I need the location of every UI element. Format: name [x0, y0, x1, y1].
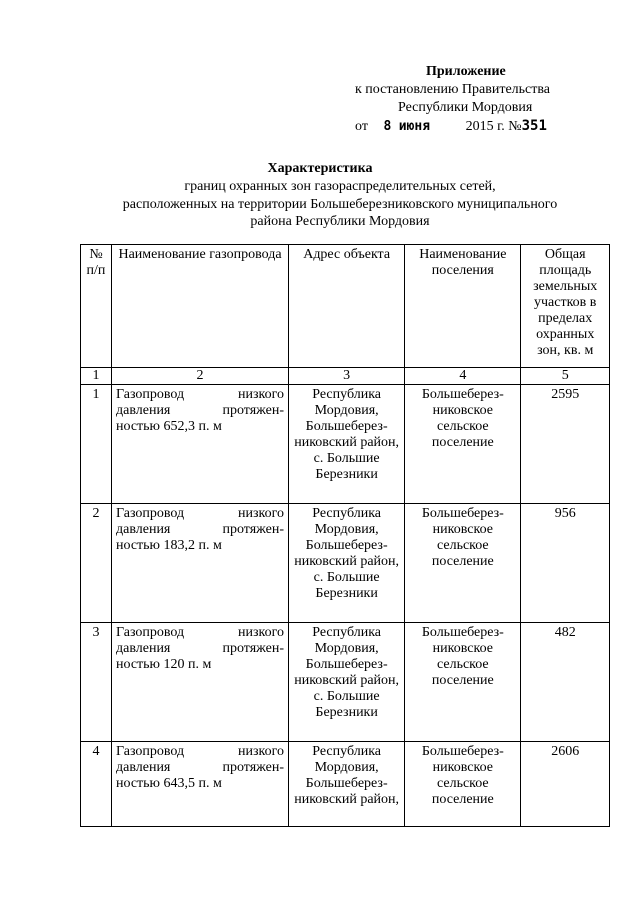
row-settlement: Большеберез-никовское сельское поселение — [405, 742, 521, 827]
header-area: Общая площадь земельных участков в пределах охранных зон, кв. м — [521, 245, 610, 368]
name-word: протяжен- — [222, 760, 285, 775]
row-pipeline-name — [111, 742, 288, 827]
row-settlement: Большеберез-никовское сельское поселение — [405, 385, 521, 504]
document-number: 351 — [521, 118, 547, 134]
table-row — [81, 504, 610, 623]
header-address: Адрес объекта — [289, 245, 405, 368]
header-name: Наименование газопровода — [111, 245, 288, 368]
index-cell: 2 — [111, 368, 288, 385]
table-row — [81, 623, 610, 742]
name-word: низкого — [238, 387, 285, 402]
name-word: протяжен- — [222, 641, 285, 656]
name-word: ностью 120 п. м — [115, 657, 212, 672]
row-address: Республика Мордовия, Большеберез-никовский район, — [289, 742, 405, 827]
date-prefix: от — [355, 119, 368, 134]
appendix-line-1: к постановлению Правительства — [355, 82, 551, 97]
name-word: низкого — [238, 744, 285, 759]
index-cell: 1 — [81, 368, 112, 385]
document-title: Характеристика — [267, 161, 373, 176]
row-num: 3 — [81, 623, 112, 742]
row-pipeline-name — [111, 385, 288, 504]
row-address: Республика Мордовия, Большеберез-никовский район, с. Большие Березники — [289, 385, 405, 504]
row-address: Республика Мордовия, Большеберез-никовский район, с. Большие Березники — [289, 623, 405, 742]
document-subtitle-3: района Республики Мордовия — [250, 214, 430, 229]
row-pipeline-name — [111, 504, 288, 623]
name-word: протяжен- — [222, 522, 285, 537]
appendix-title: Приложение — [426, 64, 506, 79]
index-cell: 4 — [405, 368, 521, 385]
name-word: ностью 183,2 п. м — [115, 538, 222, 553]
name-word: ностью 643,5 п. м — [115, 776, 222, 791]
row-area: 482 — [521, 623, 610, 742]
row-num: 2 — [81, 504, 112, 623]
header-settlement: Наименование поселения — [405, 245, 521, 368]
row-pipeline-name — [111, 623, 288, 742]
name-word: Газопровод — [115, 506, 185, 521]
name-word: давления — [115, 641, 171, 656]
row-settlement: Большеберез-никовское сельское поселение — [405, 623, 521, 742]
table-header-row — [81, 245, 610, 368]
document-subtitle-2: расположенных на территории Большеберезниковского муниципального — [122, 197, 558, 212]
document-subtitle-1: границ охранных зон газораспределительных сетей, — [184, 179, 496, 194]
row-area: 2606 — [521, 742, 610, 827]
name-word: Газопровод — [115, 387, 185, 402]
table-index-row — [81, 368, 610, 385]
table-row — [81, 742, 610, 827]
name-word: Газопровод — [115, 625, 185, 640]
name-word: Газопровод — [115, 744, 185, 759]
name-word: низкого — [238, 506, 285, 521]
row-area: 956 — [521, 504, 610, 623]
name-word: ностью 652,3 п. м — [115, 419, 222, 434]
header-num: № п/п — [81, 245, 112, 368]
index-cell: 3 — [289, 368, 405, 385]
date-year: 2015 г. № — [465, 119, 522, 134]
row-address: Республика Мордовия, Большеберез-никовский район, с. Большие Березники — [289, 504, 405, 623]
row-area: 2595 — [521, 385, 610, 504]
name-word: протяжен- — [222, 403, 285, 418]
name-word: давления — [115, 522, 171, 537]
name-word: давления — [115, 760, 171, 775]
appendix-date-line — [355, 116, 595, 137]
table-row — [81, 385, 610, 504]
zones-table — [80, 244, 610, 827]
row-num: 4 — [81, 742, 112, 827]
row-settlement: Большеберез-никовское сельское поселение — [405, 504, 521, 623]
index-cell: 5 — [521, 368, 610, 385]
row-num: 1 — [81, 385, 112, 504]
name-word: низкого — [238, 625, 285, 640]
date-month: июня — [398, 119, 431, 134]
date-day: 8 — [383, 119, 392, 134]
name-word: давления — [115, 403, 171, 418]
appendix-line-2: Республики Мордовия — [398, 100, 533, 115]
